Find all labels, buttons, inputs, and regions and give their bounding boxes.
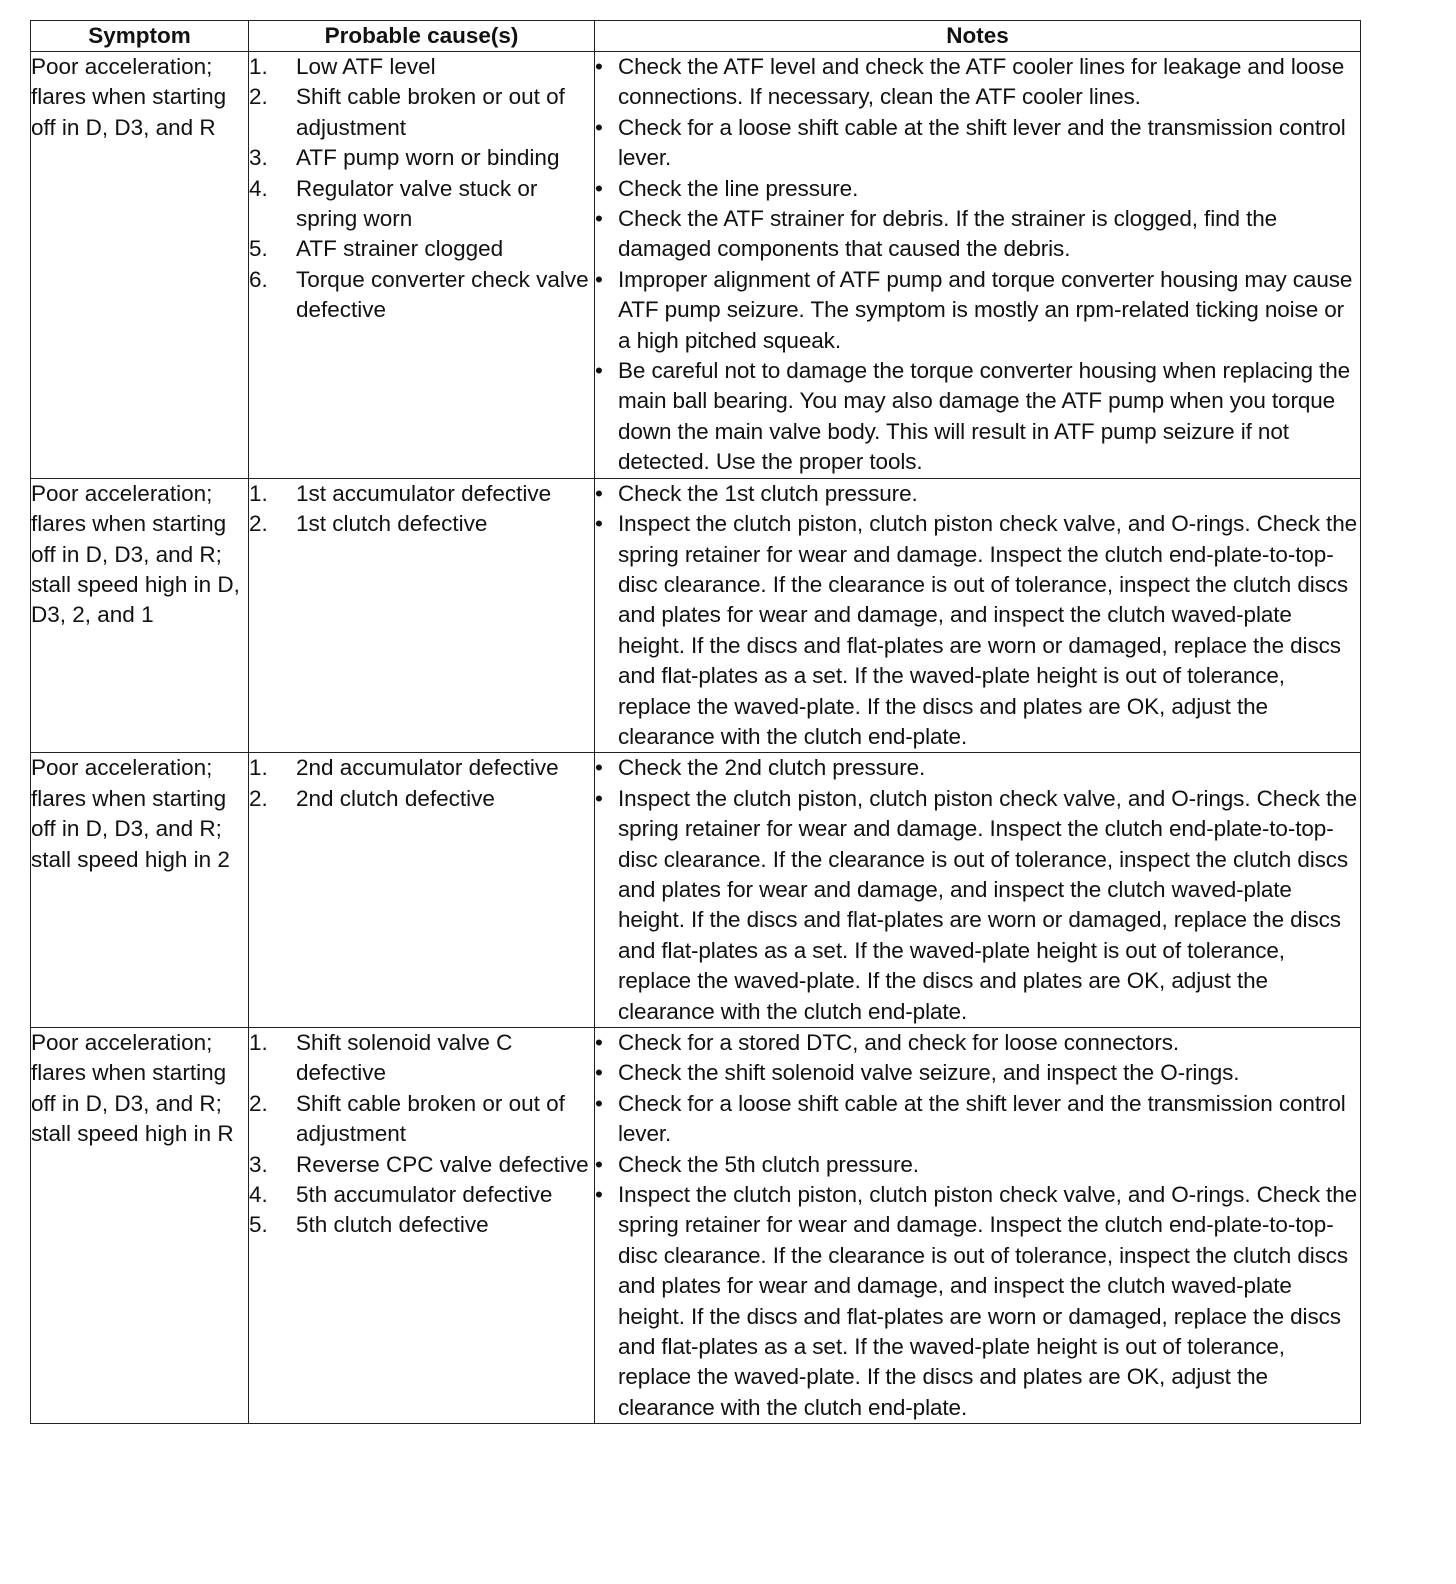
probable-cause-cell: [249, 753, 595, 1028]
cause-number: 4.: [249, 175, 268, 201]
cause-item: [249, 265, 594, 326]
note-text: Check for a stored DTC, and check for loose connectors.: [618, 1030, 1180, 1055]
bullet-icon: •: [595, 175, 603, 201]
note-text: Check for a loose shift cable at the shift lever and the transmission control lever.: [618, 114, 1346, 171]
symptom-text: Poor acceleration; flares when starting off in D, D3, and R; stall speed high in 2: [31, 755, 230, 872]
note-item: [595, 479, 1360, 509]
cause-number: 1.: [249, 54, 268, 79]
bullet-icon: •: [595, 1030, 603, 1055]
symptom-cell: [31, 52, 249, 479]
cause-list: [249, 479, 594, 540]
notes-header: Notes: [595, 21, 1361, 52]
note-item: [595, 1058, 1360, 1088]
bullet-icon: •: [595, 54, 603, 79]
cause-item: [249, 234, 594, 264]
symptom-text: Poor acceleration; flares when starting off in D, D3, and R; stall speed high in D, D3, 2, and 1: [31, 480, 240, 628]
symptom-cell: [31, 753, 249, 1028]
note-text: Check for a loose shift cable at the shift lever and the transmission control lever.: [618, 1090, 1346, 1147]
note-text: Inspect the clutch piston, clutch piston check valve, and O-rings. Check the spring retainer for wear and damage. Inspect the clutch end-plate-to-top-disc clearance. If the clearance is out of tolerance, inspect the clutch discs and plates for wear and damage, and inspect the clutch waved-plate height. If the discs and flat-plates are worn or damaged, replace the discs and flat-plates as a set. If the waved-plate height is out of tolerance, replace the waved-plate. If the discs and plates are OK, adjust the clearance with the clutch end-plate.: [618, 511, 1358, 749]
cause-item: [249, 1210, 594, 1240]
symptom-cell: [31, 478, 249, 753]
cause-text: 1st clutch defective: [296, 511, 488, 537]
probable-cause-header: Probable cause(s): [249, 21, 595, 52]
note-item: [595, 1089, 1360, 1150]
cause-number: 6.: [249, 266, 268, 292]
cause-number: 2.: [249, 1090, 268, 1116]
note-list: [595, 479, 1360, 753]
cause-number: 4.: [249, 1182, 268, 1208]
notes-cell: [595, 478, 1361, 753]
bullet-icon: •: [595, 480, 603, 506]
table-row: [31, 1028, 1361, 1424]
note-item: [595, 753, 1360, 783]
bullet-icon: •: [595, 755, 603, 781]
cause-text: Shift solenoid valve C defective: [296, 1030, 513, 1086]
cause-item: [249, 1028, 594, 1089]
bullet-icon: •: [595, 1060, 603, 1086]
bullet-icon: •: [595, 266, 603, 292]
probable-cause-cell: [249, 52, 595, 479]
note-list: [595, 753, 1360, 1027]
cause-item: [249, 1089, 594, 1150]
cause-item: [249, 143, 594, 173]
table-row: [31, 478, 1361, 753]
cause-number: 2.: [249, 511, 268, 537]
cause-text: 1st accumulator defective: [296, 480, 552, 506]
bullet-icon: •: [595, 358, 603, 384]
note-text: Check the line pressure.: [618, 175, 859, 201]
cause-list: [249, 52, 594, 326]
cause-number: 3.: [249, 1151, 268, 1177]
cause-number: 1.: [249, 480, 268, 506]
cause-item: [249, 509, 594, 539]
bullet-icon: •: [595, 511, 603, 537]
note-text: Check the 2nd clutch pressure.: [618, 755, 926, 781]
note-item: [595, 265, 1360, 356]
table-row: [31, 753, 1361, 1028]
symptom-cell: [31, 1028, 249, 1424]
cause-number: 2.: [249, 84, 268, 110]
note-item: [595, 1028, 1360, 1058]
cause-number: 5.: [249, 1212, 268, 1238]
note-text: Inspect the clutch piston, clutch piston check valve, and O-rings. Check the spring retainer for wear and damage. Inspect the clutch end-plate-to-top-disc clearance. If the clearance is out of tolerance, inspect the clutch discs and plates for wear and damage, and inspect the clutch waved-plate height. If the discs and flat-plates are worn or damaged, replace the discs and flat-plates as a set. If the waved-plate height is out of tolerance, replace the waved-plate. If the discs and plates are OK, adjust the clearance with the clutch end-plate.: [618, 1182, 1358, 1420]
probable-cause-cell: [249, 1028, 595, 1424]
cause-item: [249, 1150, 594, 1180]
note-text: Check the ATF level and check the ATF cooler lines for leakage and loose connections. If necessary, clean the ATF cooler lines.: [618, 54, 1345, 110]
document-page: [30, 20, 1360, 1424]
cause-text: Shift cable broken or out of adjustment: [296, 1090, 565, 1147]
note-text: Improper alignment of ATF pump and torque converter housing may cause ATF pump seizure. The symptom is mostly an rpm-related ticking noise or a high pitched squeak.: [618, 266, 1353, 353]
note-item: [595, 784, 1360, 1027]
table-row: [31, 52, 1361, 479]
symptom-header: Symptom: [31, 21, 249, 52]
notes-cell: [595, 52, 1361, 479]
cause-text: Regulator valve stuck or spring worn: [296, 175, 538, 232]
cause-number: 3.: [249, 145, 268, 171]
cause-item: [249, 784, 594, 814]
cause-text: 2nd accumulator defective: [296, 755, 559, 781]
table-body: [31, 52, 1361, 1424]
note-text: Be careful not to damage the torque converter housing when replacing the main ball bearing. You may also damage the ATF pump when you torque down the main valve body. This will result in ATF pump seizure if not detected. Use the proper tools.: [618, 358, 1351, 475]
note-text: Check the shift solenoid valve seizure, and inspect the O-rings.: [618, 1060, 1240, 1086]
cause-text: Shift cable broken or out of adjustment: [296, 84, 565, 140]
troubleshooting-table: [30, 20, 1361, 1424]
cause-list: [249, 1028, 594, 1241]
note-item: [595, 356, 1360, 478]
note-list: [595, 52, 1360, 478]
header-row: [31, 21, 1361, 52]
note-item: [595, 113, 1360, 174]
note-list: [595, 1028, 1360, 1423]
cause-number: 1.: [249, 1030, 268, 1055]
probable-cause-cell: [249, 478, 595, 753]
note-item: [595, 204, 1360, 265]
cause-text: 5th accumulator defective: [296, 1182, 553, 1208]
cause-text: 5th clutch defective: [296, 1212, 489, 1238]
cause-number: 2.: [249, 785, 268, 811]
symptom-text: Poor acceleration; flares when starting off in D, D3, and R; stall speed high in R: [31, 1030, 234, 1147]
notes-cell: [595, 1028, 1361, 1424]
note-item: [595, 52, 1360, 113]
cause-text: 2nd clutch defective: [296, 785, 495, 811]
cause-text: ATF pump worn or binding: [296, 145, 560, 171]
symptom-text: Poor acceleration; flares when starting off in D, D3, and R: [31, 54, 227, 140]
cause-text: Torque converter check valve defective: [296, 266, 589, 323]
note-item: [595, 174, 1360, 204]
cause-list: [249, 753, 594, 814]
cause-item: [249, 479, 594, 509]
cause-number: 1.: [249, 755, 268, 781]
bullet-icon: •: [595, 114, 603, 140]
cause-item: [249, 52, 594, 82]
cause-item: [249, 753, 594, 783]
note-item: [595, 1180, 1360, 1423]
bullet-icon: •: [595, 1182, 603, 1208]
cause-item: [249, 82, 594, 143]
cause-text: Low ATF level: [296, 54, 436, 79]
bullet-icon: •: [595, 785, 603, 811]
note-text: Check the ATF strainer for debris. If the strainer is clogged, find the damaged components that caused the debris.: [618, 206, 1278, 262]
cause-text: ATF strainer clogged: [296, 236, 504, 262]
note-text: Check the 5th clutch pressure.: [618, 1151, 919, 1177]
notes-cell: [595, 753, 1361, 1028]
cause-text: Reverse CPC valve defective: [296, 1151, 589, 1177]
note-text: Inspect the clutch piston, clutch piston check valve, and O-rings. Check the spring retainer for wear and damage. Inspect the clutch end-plate-to-top-disc clearance. If the clearance is out of tolerance, inspect the clutch discs and plates for wear and damage, and inspect the clutch waved-plate height. If the discs and flat-plates are worn or damaged, replace the discs and flat-plates as a set. If the waved-plate height is out of tolerance, replace the waved-plate. If the discs and plates are OK, adjust the clearance with the clutch end-plate.: [618, 785, 1358, 1024]
bullet-icon: •: [595, 1151, 603, 1177]
note-item: [595, 509, 1360, 752]
note-text: Check the 1st clutch pressure.: [618, 480, 918, 506]
cause-item: [249, 174, 594, 235]
cause-number: 5.: [249, 236, 268, 262]
bullet-icon: •: [595, 206, 603, 232]
note-item: [595, 1150, 1360, 1180]
cause-item: [249, 1180, 594, 1210]
bullet-icon: •: [595, 1090, 603, 1116]
